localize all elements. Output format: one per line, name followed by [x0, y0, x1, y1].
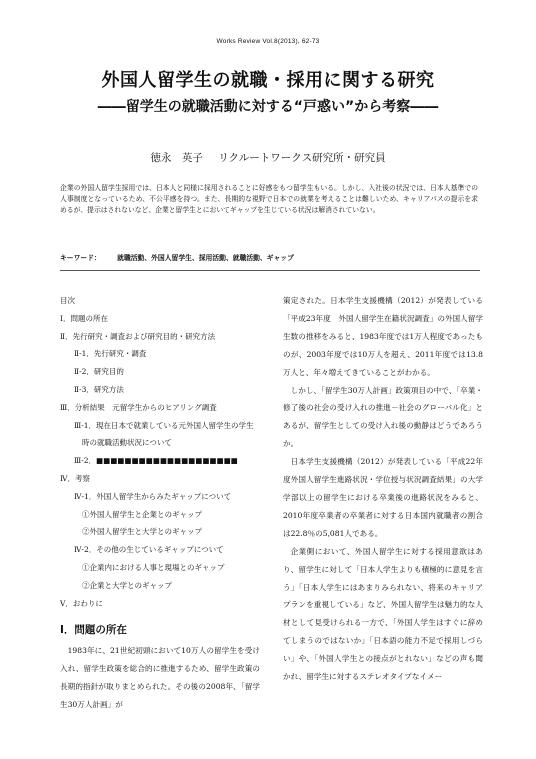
- body-paragraph: しかし、「留学生30万人計画」政策項目の中で、「卒業・修了後の社会の受け入れの推進－社会のグローバル化」とあるが、留学生としての受け入れ後の動静はどうであろうか。: [283, 385, 483, 449]
- right-column-text: [283, 292, 483, 686]
- toc-item: 目次: [60, 296, 75, 305]
- keywords: [60, 252, 480, 262]
- section-divider: [60, 270, 480, 271]
- keywords-label: キーワード：: [60, 254, 101, 262]
- toc-item: ①外国人留学生と企業とのギャップ: [82, 509, 202, 519]
- toc-item: ②企業と大学とのギャップ: [82, 580, 172, 590]
- body-paragraph: 企業側において、外国人留学生に対する採用意欲はあり、留学生に対して「日本人学生よりも積極的に意見を言う」「日本人学生にはあまりみられない、将来のキャリアプランを重視している」など、外国人留学生は魅力的な人材として見受けられる一方で、「外国人学生はすぐに辞めてしまうのではないか」「日本語の能力不足で採用しづらい」や、「外国人学生との接点がとれない」などの声も聞かれ、留学生に対するステレオタイプなイメー: [283, 546, 483, 682]
- table-of-contents: [60, 292, 260, 612]
- toc-item: 時の就職活動状況について: [82, 438, 172, 448]
- toc-item: Ⅱ-1．先行研究・調査: [74, 349, 147, 359]
- right-column: [283, 292, 483, 686]
- toc-item: Ⅳ．考察: [60, 473, 90, 483]
- toc-item: ①企業内における人事と現場とのギャップ: [82, 562, 225, 572]
- toc-item: Ⅰ．問題の所在: [60, 313, 108, 323]
- toc-item: Ⅱ-2．研究目的: [74, 367, 124, 377]
- paper-subtitle: ――留学生の就職活動に対する“戸惑い”から考察――: [97, 99, 439, 115]
- body-paragraph: 策定された。日本学生支援機構（2012）が発表している「平成23年度 外国人留学生在籍状況調査」の外国人留学生数の推移をみると、1983年度では1万人程度であったものが、2003年度では10万人を超え、2011年度では13.8万人と、年々増えてきていることがわかる。: [283, 296, 483, 377]
- toc-item: Ⅱ-3．研究方法: [74, 384, 124, 394]
- journal-citation: Works Review Vol.8(2013), 62-73: [216, 38, 320, 45]
- author-name: 徳永 英子: [150, 152, 203, 164]
- toc-item: Ⅳ-2．その他の生じているギャップについて: [74, 545, 224, 555]
- paper-title: 外国人留学生の就職・採用に関する研究: [101, 70, 435, 91]
- toc-item: ②外国人留学生と大学とのギャップ: [82, 527, 202, 537]
- keywords-text: 就職活動、外国人留学生、採用活動、就職活動、ギャップ: [117, 254, 294, 262]
- section-heading: Ⅰ．問題の所在: [60, 624, 127, 637]
- abstract: 企業の外国人留学生採用では、日本人と同様に採用されることに好感をもつ留学生もいる。しかし、入社後の状況では、日本人基準での人事制度となっているため、不公平感を持つ。また、長期的な視野で日本での就業を考えることは難しいため、キャリアパスの提示を求めるが、提示はされないなど、企業と留学生とにおいてギャップを生じている状況は解消されていない。: [60, 184, 478, 215]
- left-column: [60, 292, 260, 714]
- toc-item: Ⅴ．おわりに: [60, 598, 103, 608]
- toc-item: Ⅱ．先行研究・調査および研究目的・研究方法: [60, 331, 216, 341]
- author-line: [0, 150, 536, 165]
- toc-item: Ⅲ．分析結果 元留学生からのヒアリング調査: [60, 402, 217, 412]
- toc-item: Ⅲ-1．現在日本で就業している元外国人留学生の学生: [74, 420, 254, 430]
- toc-item: Ⅲ-2．■■■■■■■■■■■■■■■■■■■■: [74, 456, 238, 466]
- author-affiliation: リクルートワークス研究所・研究員: [218, 152, 386, 164]
- body-paragraph: 日本学生支援機構（2012）が発表している「平成22年度外国人留学生進路状況・学位授与状況調査結果」の大学学部以上の留学生における卒業後の進路状況をみると、2010年度卒業者の卒業者に対する日本国内就職者の割合は22.8％の5,081人である。: [283, 457, 483, 538]
- body-paragraph: 1983年に、21世紀初頭において10万人の留学生を受け入れ、留学生政策を総合的に推進するため、留学生政策の長期的指針が取りまとめられた。その後の2008年、「留学生30万人計画」が: [60, 646, 260, 710]
- toc-item: Ⅳ-1．外国人留学生からみたギャップについて: [74, 491, 232, 501]
